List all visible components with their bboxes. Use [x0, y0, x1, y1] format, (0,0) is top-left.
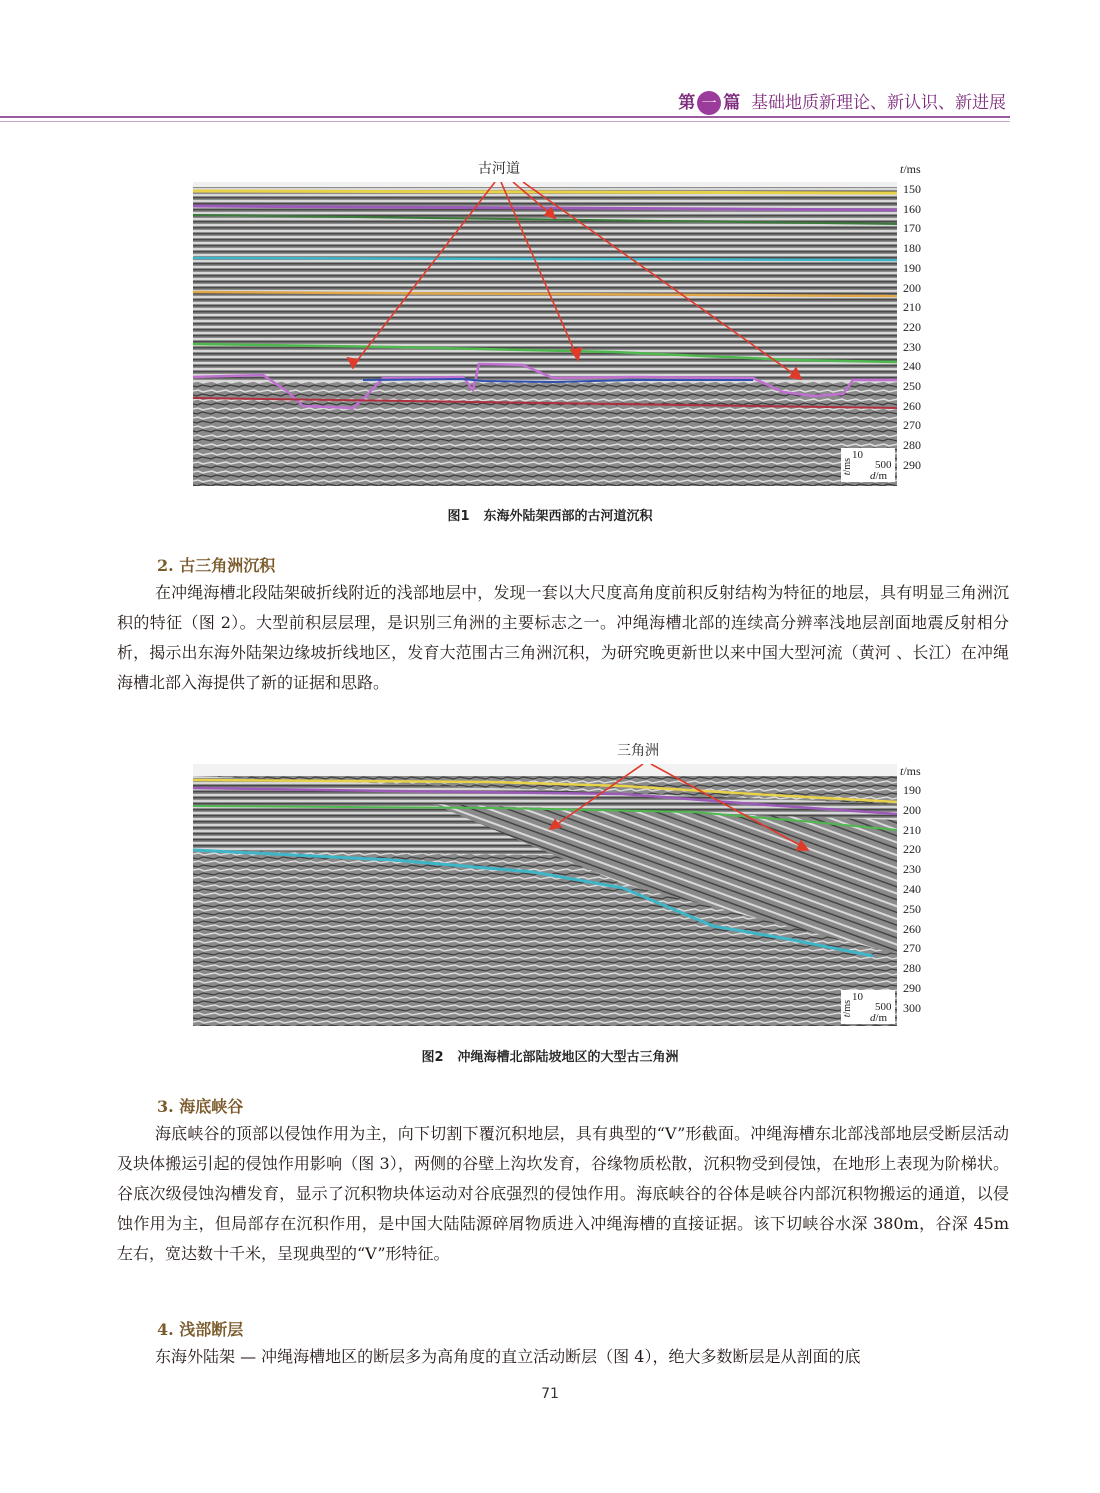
section2-heading: 2. 古三角洲沉积 [157, 556, 276, 575]
tick-label: 180 [903, 241, 921, 256]
figure1-annotation-label: 古河道 [478, 161, 520, 177]
tick-label: 290 [903, 981, 921, 995]
figure1-axis-unit: t/ms [900, 162, 921, 176]
tick-label: 240 [903, 359, 921, 374]
figure1-tick-labels [903, 182, 943, 482]
figure2-axis-unit: t/ms [900, 764, 921, 778]
tick-label: 260 [903, 398, 921, 413]
tick-label: 250 [903, 379, 921, 393]
figure1-seismic-profile [193, 182, 897, 486]
tick-label: 230 [903, 339, 921, 354]
figure2-scale-bar: t/ms 10 500 d/m [841, 990, 895, 1024]
horizon-yellow [193, 191, 897, 193]
tick-label: 170 [903, 221, 921, 236]
header-rule-thin [0, 121, 1010, 122]
tick-label: 190 [903, 783, 921, 797]
figure1-seismic-svg [193, 182, 897, 486]
tick-label: 250 [903, 901, 921, 916]
header-section-title: 基础地质新理论、新认识、新进展 [751, 93, 1006, 113]
header-title: 第 一 篇 基础地质新理论、新认识、新进展 [678, 93, 1006, 113]
figure1-caption: 图1 东海外陆架西部的古河道沉积 [447, 509, 653, 524]
tick-label: 270 [903, 941, 921, 956]
section4-paragraph: 东海外陆架 — 冲绳海槽地区的断层多为高角度的直立活动断层（图 4），绝大多数断层是从剖面的底 [155, 1347, 861, 1366]
figure2-seismic-profile [193, 764, 897, 1026]
tick-label: 200 [903, 280, 921, 295]
tick-label: 230 [903, 862, 921, 877]
tick-label: 300 [903, 1000, 921, 1015]
tick-label: 270 [903, 418, 921, 433]
figure2-caption: 图2 冲绳海槽北部陆坡地区的大型古三角洲 [421, 1050, 679, 1065]
section4-heading: 4. 浅部断层 [157, 1320, 244, 1339]
figure2-annotation-label: 三角洲 [617, 743, 659, 759]
tick-label: 150 [903, 182, 921, 196]
page-number: 71 [541, 1386, 559, 1402]
tick-label: 200 [903, 802, 921, 817]
section3-paragraph: 海底峡谷的顶部以侵蚀作用为主，向下切割下覆沉积地层，具有典型的“V”形截面。冲绳海槽东北部浅部地层受断层活动及块体搬运引起的侵蚀作用影响（图 3），两侧的谷壁上沟坎发育，谷缘物质松散，沉积物受到侵蚀，在地形上表现为阶梯状。谷底次级侵蚀沟槽发育，显示了沉积物块体运动对谷底强烈的侵蚀作用。海底峡谷的谷体是峡谷内部沉积物搬运的通道，以侵蚀作用为主，但局部存在沉积作用，是中国大陆陆源碎屑物质进入冲绳海槽的直接证据。该下切峡谷水深 380m，谷深 45m 左右，宽达数十千米，呈现典型的“V”形特征。 [117, 1124, 1009, 1263]
tick-label: 220 [903, 319, 921, 334]
tick-label: 160 [903, 201, 921, 216]
tick-label: 240 [903, 882, 921, 896]
section2-paragraph: 在冲绳海槽北段陆架破折线附近的浅部地层中，发现一套以大尺度高角度前积反射结构为特征的地层，具有明显三角洲沉积的特征（图 2）。大型前积层层理，是识别三角洲的主要标志之一。冲绳海槽北部的连续高分辨率浅地层剖面地震反射相分析，揭示出东海外陆架边缘坡折线地区，发育大范围古三角洲沉积，为研究晚更新世以来中国大型河流（黄河 、长江）在冲绳海槽北部入海提供了新的证据和思路。 [117, 583, 1009, 692]
running-header [0, 88, 1010, 118]
tick-label: 210 [903, 300, 921, 315]
tick-label: 190 [903, 260, 921, 275]
section3-heading: 3. 海底峡谷 [157, 1097, 244, 1116]
tick-label: 280 [903, 961, 921, 976]
tick-label: 290 [903, 457, 921, 472]
figure1-scale-bar: t/ms 10 500 d/m [841, 448, 895, 482]
tick-label: 280 [903, 438, 921, 453]
figure2-seismic-svg [193, 764, 897, 1026]
tick-label: 220 [903, 842, 921, 857]
tick-label: 260 [903, 921, 921, 936]
part-number-badge: 一 [697, 91, 721, 115]
figure2-tick-labels [903, 783, 943, 1023]
tick-label: 210 [903, 822, 921, 837]
header-rule [0, 116, 1010, 118]
